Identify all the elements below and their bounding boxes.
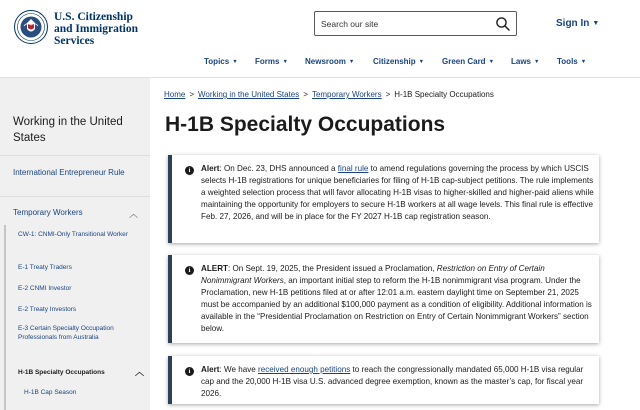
breadcrumb-separator: >	[303, 90, 308, 99]
nav-tools[interactable]	[557, 57, 586, 66]
sidebar-subitem-h1b[interactable]	[18, 367, 144, 377]
breadcrumb-separator: >	[385, 90, 391, 99]
sidebar-subitem-e2-treaty[interactable]: E-2 Treaty Investors	[18, 306, 77, 313]
alert-label: Alert	[201, 164, 220, 173]
nav-newsroom[interactable]	[305, 57, 354, 66]
nav-label: Forms	[255, 57, 280, 66]
caret-down-icon: ▼	[580, 59, 587, 65]
sidebar-item-label: Temporary Workers	[13, 208, 83, 217]
sidebar-divider	[0, 196, 150, 197]
proclamation-title: Restriction on Entry of Certain Nonimmigrant Workers	[201, 264, 545, 285]
sidebar-item-temporary-workers[interactable]	[13, 208, 138, 217]
nav-label: Laws	[511, 57, 532, 66]
sidebar-subitem-e3[interactable]: E-3 Certain Specialty Occupation Professionals from Australia	[18, 325, 114, 341]
alert-text-segment: to reach the congressionally mandated 65,000 H-1B visa regular cap and the 20,000 H-1B visa U.S. advanced degree exemption, known as the master’s cap, for fiscal year 2026.	[201, 365, 584, 398]
nav-topics[interactable]	[204, 57, 238, 66]
info-icon: i	[185, 166, 194, 175]
logo-line-3: Services	[54, 35, 95, 47]
sidebar-subitem-h1b-cap-season[interactable]: H-1B Cap Season	[24, 389, 77, 396]
breadcrumb-home[interactable]: Home	[164, 90, 186, 99]
breadcrumb-current: H-1B Specialty Occupations	[394, 90, 494, 99]
logo-line-1: U.S. Citizenship	[54, 11, 133, 23]
caret-down-icon: ▼	[592, 20, 600, 27]
search-box	[314, 11, 517, 36]
search-input[interactable]	[321, 16, 491, 32]
breadcrumb-working[interactable]: Working in the United States	[198, 90, 300, 99]
alert-label: ALERT	[201, 264, 228, 273]
chevron-up-icon[interactable]: ︿	[128, 209, 138, 219]
sign-in-button[interactable]	[556, 18, 599, 29]
page-title: H-1B Specialty Occupations	[165, 113, 446, 136]
sidebar-subitem-e1[interactable]: E-1 Treaty Traders	[18, 264, 72, 271]
alert-text-segment: : On Dec. 23, DHS announced a	[219, 164, 338, 173]
caret-down-icon: ▼	[534, 59, 540, 65]
nav-label: Topics	[204, 57, 230, 66]
nav-label: Tools	[557, 57, 578, 66]
alert-text-segment: , an important initial step to reform the H-1B nonimmigrant visa program. Under the Proclamation, new H-1B petitions filed at or after 12:01 a.m. eastern daylight time on September 21, 2025 must be accompanied by an additional $100,000 payment as a condition of eligibility. Additional information is available in the “Presidential Proclamation on Restriction on Entry of Certain Nonimmigrant Workers” section below.	[201, 275, 592, 333]
nav-citizenship[interactable]	[373, 57, 424, 66]
caret-down-icon: ▼	[348, 59, 355, 65]
alert-text-segment: to amend regulations governing the process by which USCIS selects H-1B registrations for unique beneficiaries for filing of H-1B cap-subject petitions. The rule implements a weighted selection process that will favor allocating H-1B visas to higher-skilled and higher-paid aliens while maintaining the opportunity for employers to secure H-1B workers at all wage levels. This final rule is effective Feb. 27, 2026, and will be in place for the FY 2027 H-1B cap registration season.	[201, 164, 594, 221]
alert-box	[168, 255, 599, 343]
sidebar-divider	[0, 155, 150, 156]
alert-box	[168, 155, 599, 243]
caret-down-icon: ▼	[418, 59, 425, 65]
site-header	[0, 0, 640, 78]
main-nav	[0, 51, 640, 75]
sidebar-item-international-entrepreneur-rule[interactable]: International Entrepreneur Rule	[13, 168, 125, 177]
nav-label: Citizenship	[373, 57, 416, 66]
info-icon: i	[185, 367, 194, 376]
breadcrumb	[164, 90, 494, 99]
sign-in-label: Sign In	[556, 18, 590, 29]
nav-label: Newsroom	[305, 57, 346, 66]
received-enough-petitions-link[interactable]: received enough petitions	[258, 365, 351, 374]
nav-forms[interactable]	[255, 57, 288, 66]
chevron-up-icon[interactable]: ︿	[134, 367, 144, 377]
nav-green-card[interactable]	[442, 57, 494, 66]
alert-text	[201, 163, 595, 223]
search-icon[interactable]	[495, 16, 511, 32]
caret-down-icon: ▼	[488, 59, 495, 65]
final-rule-link[interactable]: final rule	[337, 164, 369, 173]
sidebar-subitem-cw1[interactable]: CW-1: CNMI-Only Transitional Worker	[18, 231, 128, 238]
alert-text-segment: : We have	[219, 365, 258, 374]
agency-logo-text[interactable]	[54, 11, 164, 47]
sidebar	[0, 78, 150, 410]
sidebar-subitem-label: H-1B Specialty Occupations	[18, 369, 105, 376]
logo-line-2: and Immigration	[54, 23, 139, 35]
alert-text	[201, 364, 595, 400]
info-icon: i	[185, 266, 194, 275]
nav-laws[interactable]	[511, 57, 539, 66]
alert-text	[201, 263, 595, 334]
sidebar-title[interactable]: Working in the United States	[13, 116, 123, 144]
caret-down-icon: ▼	[282, 59, 288, 65]
alert-text-segment: : On Sept. 19, 2025, the President issued a Proclamation,	[227, 264, 437, 273]
nav-label: Green Card	[442, 57, 486, 66]
dhs-seal-icon[interactable]	[14, 10, 48, 44]
sidebar-subnav	[4, 225, 144, 410]
alert-box	[168, 356, 599, 404]
alert-label: Alert	[201, 365, 220, 374]
caret-down-icon: ▼	[232, 59, 238, 65]
breadcrumb-separator: >	[189, 90, 195, 99]
breadcrumb-temporary[interactable]: Temporary Workers	[311, 90, 382, 99]
sidebar-subitem-e2-cnmi[interactable]: E-2 CNMI Investor	[18, 285, 72, 292]
